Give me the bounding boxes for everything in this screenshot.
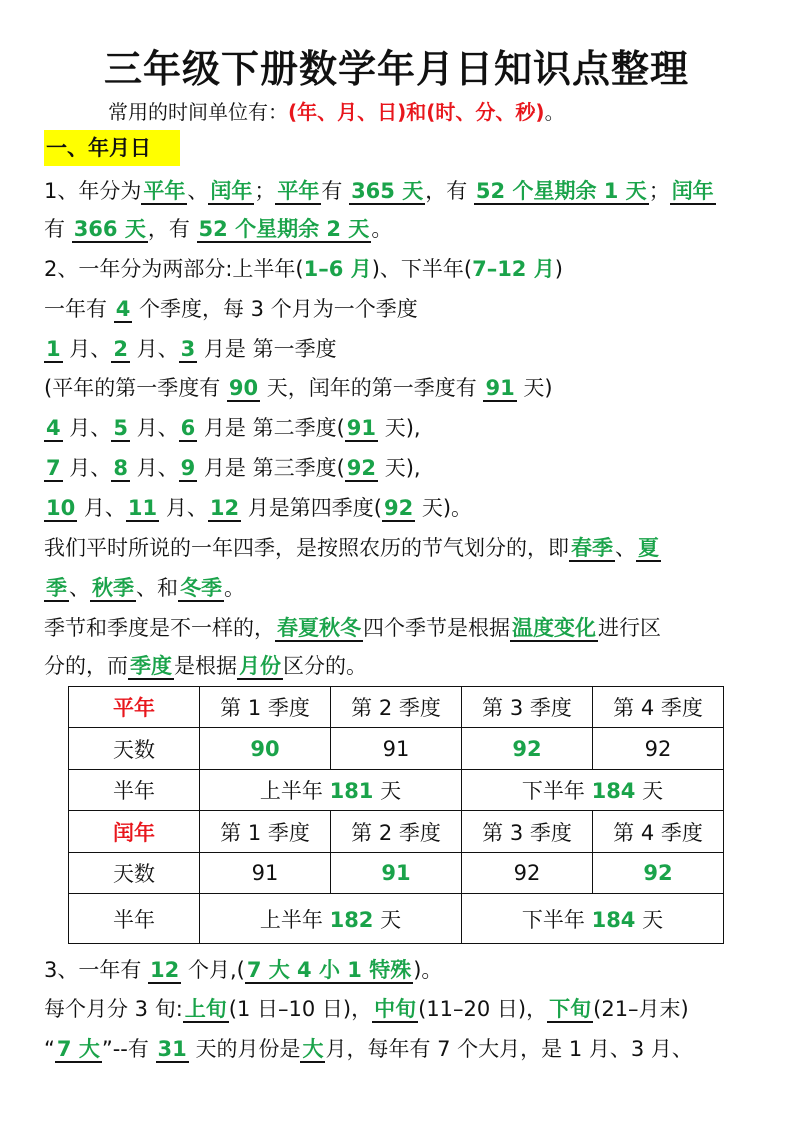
highlight: 下旬 xyxy=(549,997,592,1021)
text: (平年的第一季度有 xyxy=(44,376,227,400)
month: 10 xyxy=(46,496,76,520)
highlight: 平年 xyxy=(143,179,186,203)
text: (21–月末) xyxy=(593,997,689,1021)
table-header-cell: 第 4 季度 xyxy=(593,687,724,728)
table-cell: 92 xyxy=(593,728,724,769)
paragraph-3 xyxy=(44,294,418,324)
text: 上半年 xyxy=(259,779,330,804)
text: 天), xyxy=(378,416,421,440)
highlight: 大 xyxy=(302,1037,324,1061)
text: 2、一年分为两部分:上半年( xyxy=(44,257,304,281)
text: 月、 xyxy=(62,337,112,361)
text: 月、 xyxy=(77,496,126,520)
highlight: 31 xyxy=(157,1037,187,1061)
table-cell: 91 xyxy=(331,728,462,769)
table-header-cell: 第 3 季度 xyxy=(462,811,593,852)
highlight: 181 xyxy=(329,779,374,804)
text: 天，闰年的第一季度有 xyxy=(260,376,484,400)
table-cell xyxy=(462,769,724,810)
month: 7 xyxy=(46,456,61,480)
text: 。 xyxy=(224,576,245,600)
text: 进行区 xyxy=(598,616,661,640)
table-header-cell: 第 1 季度 xyxy=(200,687,331,728)
text: 个月,( xyxy=(181,958,245,982)
month: 6 xyxy=(180,416,196,440)
days-label: 天数 xyxy=(69,852,200,893)
highlight: 闰年 xyxy=(671,179,714,203)
text: 月、 xyxy=(129,337,179,361)
highlight: 冬季 xyxy=(180,576,222,600)
highlight: 7 大 4 小 1 特殊 xyxy=(246,958,412,982)
highlight: 91 xyxy=(346,416,377,440)
table-header-cell: 第 3 季度 xyxy=(462,687,593,728)
text: 区分的。 xyxy=(283,654,367,678)
highlight: 184 xyxy=(591,907,636,932)
text: 、和 xyxy=(136,576,178,600)
paragraph-4 xyxy=(44,533,661,563)
text: 天的月份是 xyxy=(188,1037,301,1061)
highlight: 闰年 xyxy=(210,179,253,203)
text: ，有 xyxy=(425,179,474,203)
highlight: 秋季 xyxy=(92,576,134,600)
text: 月是 第一季度 xyxy=(197,337,337,361)
paragraph-6 xyxy=(44,955,442,985)
highlight: 季 xyxy=(46,576,67,600)
text: 月、 xyxy=(62,416,112,440)
text: 有 xyxy=(321,179,350,203)
month: 1 xyxy=(46,337,61,361)
text: 天) xyxy=(516,376,553,400)
paragraph-8 xyxy=(44,1034,693,1064)
highlight: 7–12 月 xyxy=(472,257,555,281)
text: 天), xyxy=(378,456,421,480)
table-cell xyxy=(200,769,462,810)
table-row xyxy=(69,852,724,893)
text: 、 xyxy=(69,576,90,600)
table-row xyxy=(69,687,724,728)
paragraph-7 xyxy=(44,994,689,1024)
text: 月是第四季度( xyxy=(241,496,382,520)
table-cell: 91 xyxy=(331,852,462,893)
paragraph-2 xyxy=(44,254,563,284)
table-cell: 91 xyxy=(200,852,331,893)
month: 8 xyxy=(113,456,128,480)
text: ； xyxy=(648,179,670,203)
text: 季节和季度是不一样的， xyxy=(44,616,275,640)
table-header-cell: 第 2 季度 xyxy=(331,811,462,852)
highlight: 夏 xyxy=(638,536,659,560)
highlight: 春夏秋冬 xyxy=(277,616,361,640)
highlight: 52 个星期余 2 天 xyxy=(198,217,370,241)
text: ”--有 xyxy=(101,1037,156,1061)
highlight: 7 大 xyxy=(56,1037,100,1061)
month: 2 xyxy=(113,337,128,361)
month: 3 xyxy=(180,337,196,361)
text: 月、 xyxy=(129,416,179,440)
quarter-4-line xyxy=(44,493,472,523)
text: 天 xyxy=(635,779,664,804)
text: 月是 第三季度( xyxy=(197,456,345,480)
text: 1、年分为 xyxy=(44,179,142,203)
highlight: 366 天 xyxy=(73,217,146,241)
text: )。 xyxy=(413,958,443,982)
text: 有 xyxy=(44,217,72,241)
text: 3、一年有 xyxy=(44,958,149,982)
highlight: 184 xyxy=(591,779,636,804)
table-row xyxy=(69,811,724,852)
table-cell xyxy=(462,894,724,944)
subtitle xyxy=(108,96,565,125)
highlight: 92 xyxy=(346,456,377,480)
text: 下半年 xyxy=(521,779,592,804)
table-row xyxy=(69,728,724,769)
month: 5 xyxy=(113,416,128,440)
quarter-1-note xyxy=(44,373,553,403)
text: “ xyxy=(44,1037,55,1061)
text: 一年有 xyxy=(44,297,114,321)
highlight: 91 xyxy=(485,376,515,400)
text: 月、 xyxy=(129,456,179,480)
table-cell xyxy=(200,894,462,944)
subtitle-suffix: 。 xyxy=(544,100,565,124)
table-cell: 92 xyxy=(462,852,593,893)
text: 天 xyxy=(373,907,402,932)
table-header-cell: 第 1 季度 xyxy=(200,811,331,852)
subtitle-units: (年、月、日)和(时、分、秒) xyxy=(288,100,545,124)
highlight: 平年 xyxy=(277,179,320,203)
paragraph-1-cont xyxy=(44,214,392,244)
table-cell: 92 xyxy=(462,728,593,769)
month: 12 xyxy=(209,496,240,520)
paragraph-4-cont xyxy=(44,573,245,603)
text: ) xyxy=(554,257,563,281)
table-header-cell: 第 2 季度 xyxy=(331,687,462,728)
text: 、 xyxy=(615,536,636,560)
text: 个季度，每 3 个月为一个季度 xyxy=(132,297,418,321)
paragraph-5-cont xyxy=(44,651,367,681)
text: 我们平时所说的一年四季，是按照农历的节气划分的，即 xyxy=(44,536,569,560)
highlight: 4 xyxy=(115,297,131,321)
text: 月，每年有 7 个大月，是 1 月、3 月、 xyxy=(325,1037,693,1061)
text: (1 日–10 日)， xyxy=(228,997,373,1021)
text: 。 xyxy=(371,217,393,241)
highlight: 52 个星期余 1 天 xyxy=(475,179,647,203)
quarter-2-line xyxy=(44,413,421,443)
text: 月、 xyxy=(62,456,112,480)
highlight: 上旬 xyxy=(184,997,227,1021)
half-label: 半年 xyxy=(69,769,200,810)
text: 天 xyxy=(373,779,402,804)
common-year-label: 平年 xyxy=(69,687,200,728)
highlight: 12 xyxy=(150,958,180,982)
text: (11–20 日)， xyxy=(418,997,548,1021)
text: ； xyxy=(254,179,276,203)
highlight: 春季 xyxy=(571,536,613,560)
text: 四个季节是根据 xyxy=(363,616,510,640)
text: 下半年 xyxy=(521,907,592,932)
days-label: 天数 xyxy=(69,728,200,769)
quarter-3-line xyxy=(44,453,421,483)
text: 天 xyxy=(635,907,664,932)
highlight: 中旬 xyxy=(374,997,417,1021)
table-row xyxy=(69,894,724,944)
section-heading: 一、年月日 xyxy=(44,130,180,166)
table-cell: 90 xyxy=(200,728,331,769)
highlight: 90 xyxy=(228,376,259,400)
highlight: 92 xyxy=(383,496,414,520)
highlight: 1–6 月 xyxy=(303,257,372,281)
table-header-cell: 第 4 季度 xyxy=(593,811,724,852)
text: 是根据 xyxy=(174,654,237,678)
text: )、下半年( xyxy=(371,257,473,281)
text: 分的，而 xyxy=(44,654,128,678)
month: 9 xyxy=(180,456,196,480)
month: 11 xyxy=(127,496,158,520)
table-cell: 92 xyxy=(593,852,724,893)
text: 、 xyxy=(187,179,209,203)
highlight: 温度变化 xyxy=(512,616,596,640)
quarter-table xyxy=(68,686,724,944)
text: 天)。 xyxy=(415,496,473,520)
highlight: 182 xyxy=(329,907,374,932)
text: ，有 xyxy=(147,217,197,241)
page-title: 三年级下册数学年月日知识点整理 xyxy=(103,47,689,91)
subtitle-prefix: 常用的时间单位有： xyxy=(108,100,288,124)
text: 月是 第二季度( xyxy=(197,416,345,440)
month: 4 xyxy=(46,416,61,440)
highlight: 月份 xyxy=(239,654,281,678)
text: 上半年 xyxy=(259,907,330,932)
table-row xyxy=(69,769,724,810)
half-label: 半年 xyxy=(69,894,200,944)
paragraph-1 xyxy=(44,176,716,206)
paragraph-5 xyxy=(44,613,661,643)
text: 每个月分 3 旬: xyxy=(44,997,183,1021)
highlight: 季度 xyxy=(130,654,172,678)
highlight: 365 天 xyxy=(351,179,424,203)
text: 月、 xyxy=(159,496,208,520)
quarter-1-line xyxy=(44,334,337,364)
leap-year-label: 闰年 xyxy=(69,811,200,852)
